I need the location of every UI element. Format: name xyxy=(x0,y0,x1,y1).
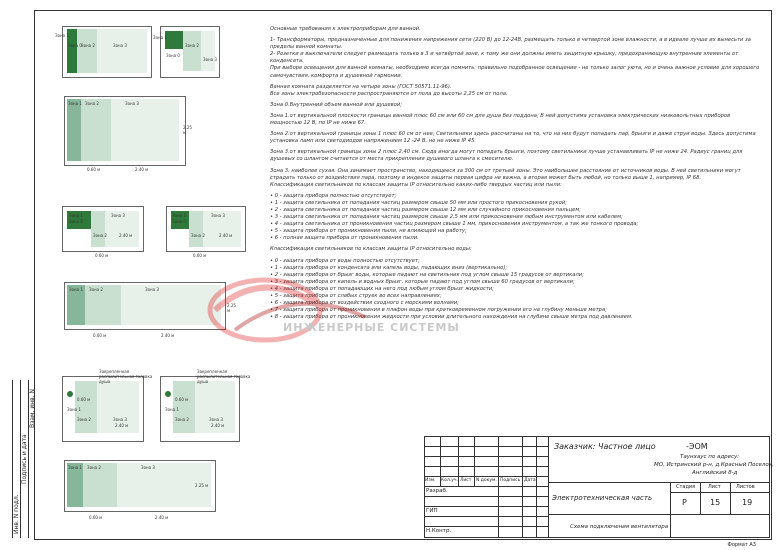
requirement-line: Зона 3. наиболее сухая. Она занимает пространство, находящееся за 300 см от третьей зоны. Это наибольшее расстояние от источников воды. В ней светильники могут страдать только от воздействия пара, поэтому в индексе защиты первая цифра не важна, а вторая может быть любой, но только выше 1, например, IP 68. xyxy=(270,167,741,181)
watermark xyxy=(195,255,515,365)
requirement-line: Зона 2.от вертикальной границы зоны 1 плюс 60 см от нее; Светильники здесь рассчитаны на то, что на них будут попадать пар, брызги и даже струи воды. Здесь допустима установка ламп или светодиодов напряжением 12 -24 В, но не ниже IP 45. xyxy=(270,131,756,145)
watermark-text: ИНЖЕНЕРНЫЕ СИСТЕМЫ xyxy=(283,321,460,334)
requirement-line: • 6 - защита прибора от воздействия сходного с морскими волнами; xyxy=(270,300,459,307)
zone-label: Зона 1 xyxy=(69,213,83,218)
zone-label: Зона 1 xyxy=(68,101,82,106)
sheet-format: Формат А3 xyxy=(727,542,756,548)
tb-header: N докум. xyxy=(476,478,497,483)
dimension: 0.60 м xyxy=(193,253,207,258)
requirement-line: • 2 - защита прибора от брызг воды, которые падают на светильник под углом свыше 15 градусов от вертикали; xyxy=(270,271,584,278)
dimension: 0.60 м xyxy=(93,333,107,338)
requirement-line: • 5 - защита прибора от проникновения пыли, не влияющей на работу; xyxy=(270,228,467,235)
sheet-label: Лист xyxy=(708,484,721,490)
zone-label: Зона 1 xyxy=(69,287,83,292)
zone-label: Зона 2 xyxy=(81,43,95,48)
requirement-line: 1- Трансформаторы, предназначенные для понижения напряжения сети (220 В) до 12-24В, размещать только в четвертой зоне влажности, а в идеале лучше их вынесьти за пределы ванной комнаты. xyxy=(270,37,751,51)
zone-plan-5 xyxy=(166,206,246,258)
sheets-label: Листов xyxy=(736,484,755,490)
requirement-line: • 4 - защита светильника от проникновения частиц размером свыше 1 мм, прикосновения инструментом, а так же тонкого провода; xyxy=(270,221,639,228)
requirement-line: Зона 0.Внутренний объем ванной или душевой; xyxy=(270,101,403,108)
requirement-line: • 3 - защита светильника от попадания частиц размером свыше 2,5 мм или прикосновения любым инструментом или кабелем; xyxy=(270,214,623,221)
requirement-line: 2- Розетки и выключатели следует размещать только в 3 и четвёртой зоне, к тому же они должны иметь защитную крышку, предохраняющую внутренние элементы от конденсата. xyxy=(270,51,739,65)
dimension: 2.40 м xyxy=(155,515,169,520)
zone-label: Зона 2 xyxy=(175,417,189,422)
dimension: 0.60 м xyxy=(95,253,109,258)
dimension: 2.40 м xyxy=(211,423,225,428)
zone-label: Зона 1 xyxy=(172,213,186,218)
side-label-1: Инв. N подл. xyxy=(13,494,20,534)
dimension: 0.60 м xyxy=(87,167,101,172)
requirement-line: • 8 - защита прибора от проникновения жидкости при условии длительного нахождения на глубине свыше метра под давлением. xyxy=(270,314,633,321)
sheet-value: 15 xyxy=(710,498,721,507)
zone-label: Зона 0 xyxy=(69,219,83,224)
requirement-line: При выборе освещения для ванной комнаты, необходимо всегда помнить: правильно подобранное освещение - не только залог уюта, но и очень важное условие для хорошего самочувствия, комфорта и душевной гармонии. xyxy=(270,65,760,79)
requirement-line: Ванная комната разделяется на четыре зоны (ГОСТ 50571.11-96). xyxy=(270,83,452,90)
zone-label: Зона 2 xyxy=(77,417,91,422)
dimension: 0.60 м xyxy=(175,397,189,402)
tb-header: Подпись xyxy=(500,478,521,483)
tb-header: Дата xyxy=(524,478,536,483)
dimension: 2.40 м xyxy=(161,333,175,338)
requirement-line: Классификация светильников по классам защиты IP относительно воды: xyxy=(270,246,472,253)
side-stamp xyxy=(12,380,34,538)
zone-plan-9 xyxy=(64,460,216,520)
tb-header: Лист xyxy=(460,478,472,483)
dimension: 0.60 м xyxy=(77,397,91,402)
stage-value: Р xyxy=(682,498,687,507)
zone-label: Зона 1 xyxy=(165,407,179,412)
title-block xyxy=(424,436,774,538)
sheets-value: 19 xyxy=(742,498,753,507)
zone-plan-1 xyxy=(55,26,152,78)
zone-plan-2 xyxy=(153,26,220,78)
side-label-2: Подпись и дата xyxy=(21,434,28,484)
stage-label: Стадия xyxy=(676,484,696,490)
requirement-line: • 4 - защита прибора от попадающих на него под любым углом брызг жидкости; xyxy=(270,285,495,292)
zone-label: Зона 1 xyxy=(67,407,81,412)
tb-role: Н.Контр. xyxy=(426,528,452,534)
zone-label: Зона 3 xyxy=(209,417,223,422)
customer: Заказчик: Частное лицо xyxy=(554,442,656,451)
requirement-line: • 0 - защита прибора полностью отсутствует; xyxy=(270,192,397,199)
address-line: Таунхаус по адресу: xyxy=(680,454,740,460)
requirement-line: • 2 - защита светильника от попадания частиц размером свыше 12 мм или случайного прикосновения пальцем; xyxy=(270,206,582,213)
dimension: 2.25 м xyxy=(227,303,236,313)
shower-note: Закрепленная распылительная головка душа xyxy=(197,369,251,384)
zone-label: Зона 1 xyxy=(153,35,167,40)
zone-label: Зона 3 xyxy=(145,287,159,292)
zone-label: Зона 0 xyxy=(172,219,186,224)
requirement-line: • 1 - защита светильника от попадания частиц размером свыше 50 мм или простого прикосновения рукой; xyxy=(270,199,567,206)
section-name: Электротехническая часть xyxy=(552,494,653,502)
zone-label: Зона 3 xyxy=(113,43,127,48)
zone-label: Зона 3 xyxy=(111,213,125,218)
zone-label: Зона 2 xyxy=(89,287,103,292)
dimension: 2.40 м xyxy=(119,233,133,238)
zone-label: Зона 0 xyxy=(166,53,180,58)
address-line: МО, Истринский р-н, д.Красный Поселок, xyxy=(654,462,774,468)
zone-label: Зона 2 xyxy=(85,101,99,106)
requirement-line: Зона 3.от вертикальной границы зоны 2 плюс 2,40 см. Сюда иногда могут попадать брызги, поэтому светильники лучше устанавливать IP не ниже 24. Радиус границ для душевых со шлангом считается от места прикрепления душевого шланга к смесителю. xyxy=(270,149,743,163)
requirement-line: • 0 - защита прибора от воды полностью отсутствует; xyxy=(270,257,420,264)
zone-plan-4 xyxy=(62,206,144,258)
tb-header: Кол.уч. xyxy=(441,478,459,483)
tb-role: Разраб. xyxy=(426,488,448,494)
zone-label: Зона 2 xyxy=(87,465,101,470)
requirement-line: • 5 - защита прибора от слабых струек во всех направлениях; xyxy=(270,293,442,299)
dimension: 2.25 м xyxy=(195,483,209,488)
requirement-line: Основные требования к электроприборам для ванной. xyxy=(270,26,421,32)
tb-header: Изм. xyxy=(425,478,436,483)
dimension: 2.40 м xyxy=(219,233,233,238)
dimension: 2.40 м xyxy=(135,167,149,172)
zone-label: Зона 2 xyxy=(93,233,107,238)
drawing-title: Схема подключения вентилятора xyxy=(570,524,669,530)
zone-label: Зона 3 xyxy=(113,417,127,422)
address-line: Английский 8-д xyxy=(692,470,738,476)
requirement-line: • 7 - защита прибора от проникновения в плафон воды при кратковременном погружении его на глубину меньше метра; xyxy=(270,307,607,314)
dimension: 2.25 м xyxy=(183,125,192,135)
dimension: 0.60 м xyxy=(89,515,103,520)
shower-note: Закрепленная распылительная головка душа xyxy=(99,369,153,384)
zone-label: Зона 3 xyxy=(203,57,217,62)
zone-label: Зона 3 xyxy=(141,465,155,470)
requirement-line: • 1 - защита прибора от конденсата или капель воды, падающих вниз (вертикально); xyxy=(270,264,508,271)
zone-plan-7 xyxy=(62,369,153,442)
project-code: -ЭОМ xyxy=(686,442,708,451)
zone-label: Зона 3 xyxy=(125,101,139,106)
zone-label: Зона 0 xyxy=(68,43,82,48)
requirement-line: Классификация светильников по классам защиты IP относительно каких-либо твердых частиц или пыли: xyxy=(270,181,562,188)
zone-plan-8 xyxy=(160,369,251,442)
dimension: 2.40 м xyxy=(115,423,129,428)
requirement-line: • 3 - защита прибора от капель и водных брызг, которые падают под углом свыше 60 градусов от вертикали; xyxy=(270,278,575,285)
requirement-line: Зона 1.от вертикальной плоскости границы ванной плюс 60 см или 60 см для душа без поддона; В ней допустима установка электрических низковольтных приборов мощностью 12 В, по IP не ниже 67. xyxy=(270,112,731,127)
zone-label: Зона 2 xyxy=(191,233,205,238)
zone-label: Зона 1 xyxy=(55,33,69,38)
zone-plan-3 xyxy=(64,96,192,172)
side-label-3: Взам. инв. N xyxy=(29,389,36,428)
zone-label: Зона 1 xyxy=(68,465,82,470)
zone-label: Зона 2 xyxy=(185,43,199,48)
requirement-line: Все зоны электробезопасности распространяются от пола до высоты 2,25 см от пола. xyxy=(270,90,508,97)
requirement-line: • 6 - полная защита прибора от проникновения пыли. xyxy=(270,235,419,242)
tb-role: ГИП xyxy=(426,508,438,514)
zone-label: Зона 3 xyxy=(211,213,225,218)
watermark-logo-icon xyxy=(195,255,515,365)
